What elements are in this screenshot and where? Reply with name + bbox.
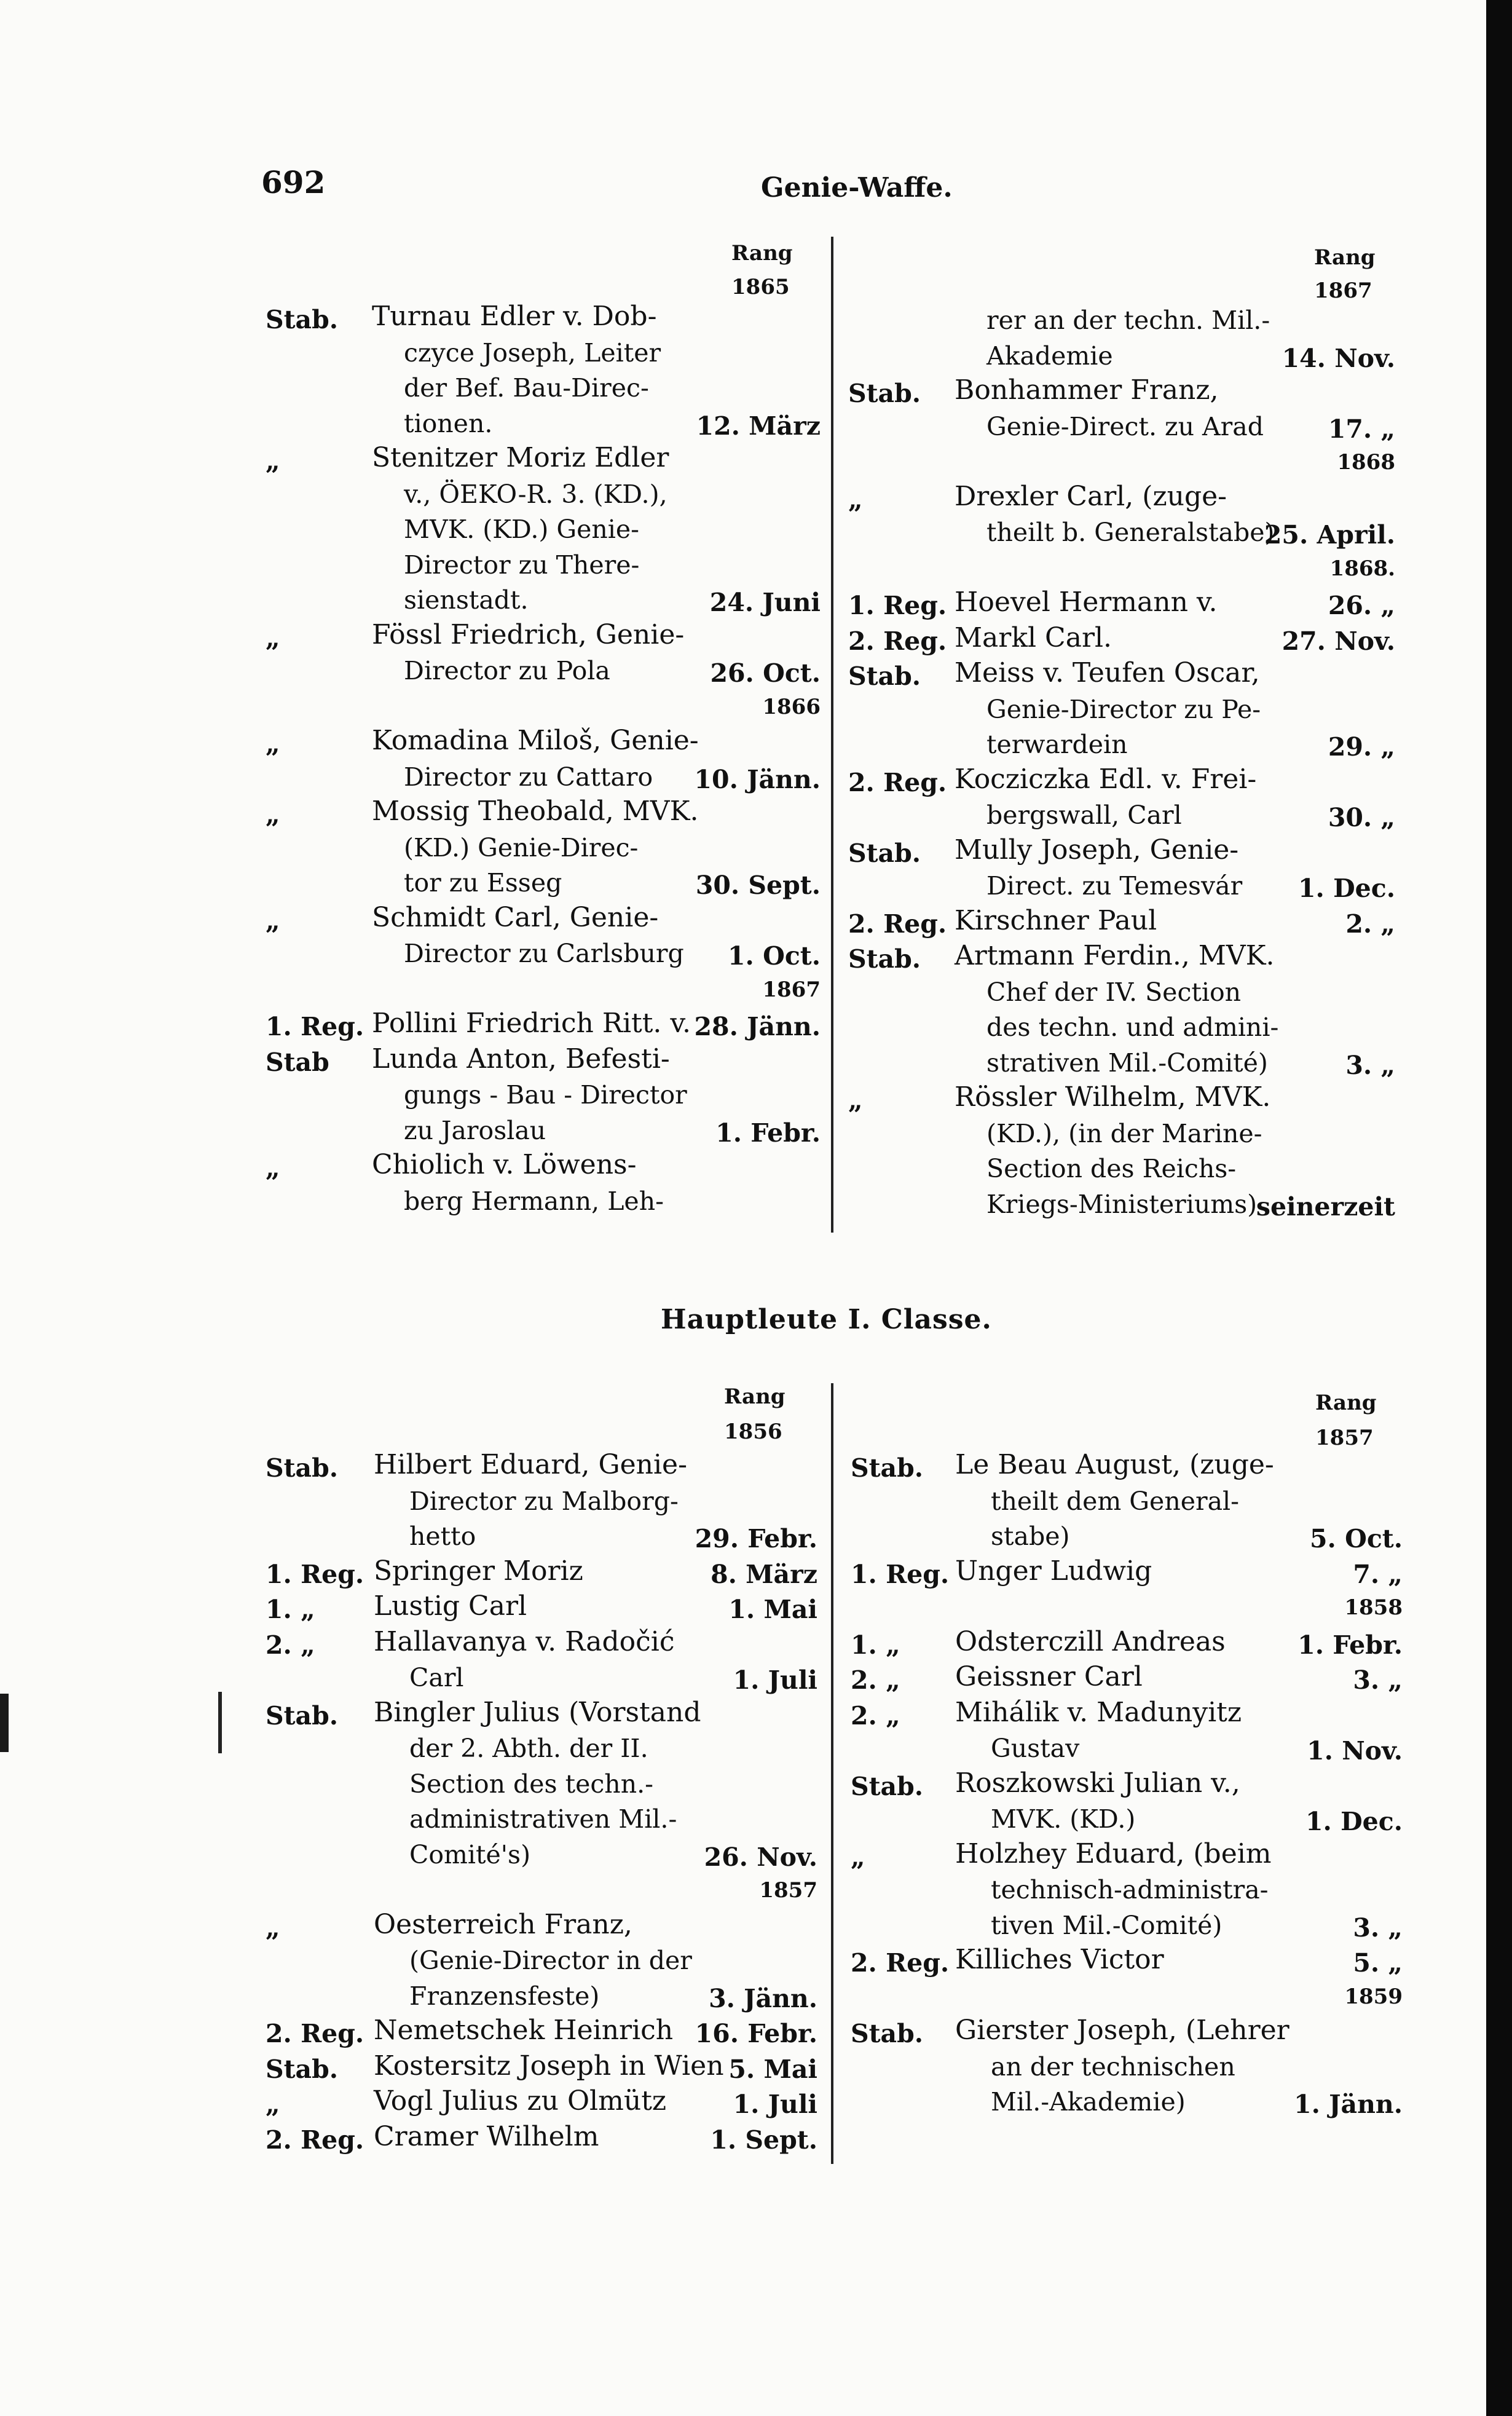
year-head-s2-right: 1857 (1315, 1426, 1374, 1450)
entry-rank-date: 12. März (696, 411, 821, 441)
entry-status: 1. Reg. (266, 1559, 364, 1589)
entry-rank-date: 1857 (759, 1878, 817, 1903)
entry-rank-date: 3. „ (1353, 1665, 1403, 1695)
entry-rank-date: 1858 (1344, 1595, 1403, 1620)
entry-status: „ (848, 484, 863, 515)
entry-name: Artmann Ferdin., MVK. (955, 940, 1275, 971)
entry-rank-date: 1. Nov. (1307, 1736, 1403, 1766)
entry-continuation: Kriegs-Ministeriums) (986, 1189, 1258, 1219)
column-divider-s1 (831, 237, 833, 1233)
entry-name: Killiches Victor (955, 1944, 1164, 1975)
entry-rank-date: 8. März (711, 1559, 817, 1589)
entry-rank-date: 24. Juni (709, 588, 821, 617)
entry-rank-date: 30. Sept. (695, 870, 821, 900)
entry-status: Stab. (266, 1453, 339, 1483)
entry-name: Mully Joseph, Genie- (955, 834, 1239, 866)
entry-continuation: (KD.) Genie-Direc- (404, 832, 639, 863)
entry-continuation: stabe) (991, 1522, 1070, 1551)
entry-rank-date: 1866 (762, 694, 821, 719)
entry-continuation: Section des Reichs- (986, 1154, 1237, 1183)
entry-continuation: Director zu Cattaro (404, 762, 653, 792)
entry-status: „ (266, 2090, 280, 2119)
entry-rank-date: 1868. (1329, 556, 1395, 581)
entry-status: „ (266, 906, 280, 936)
entry-status: „ (266, 446, 280, 476)
entry-status: 2. Reg. (266, 2019, 364, 2048)
entry-rank-date: 1. Juli (733, 2090, 817, 2119)
entry-status: Stab. (848, 661, 921, 691)
entry-rank-date: 1. Jänn. (1294, 2090, 1403, 2119)
entry-status: Stab. (266, 1700, 339, 1731)
entry-rank-date: 17. „ (1328, 414, 1395, 444)
entry-continuation: der Bef. Bau-Direc- (404, 373, 649, 403)
entry-rank-date: 1. Mai (728, 1595, 817, 1624)
entry-name: Chiolich v. Löwens- (372, 1149, 637, 1180)
entry-rank-date: 1. Juli (733, 1665, 817, 1695)
entry-rank-date: 16. Febr. (695, 2019, 817, 2048)
entry-continuation: Comité's) (409, 1839, 531, 1869)
entry-name: Lustig Carl (374, 1590, 527, 1622)
entry-continuation: Mil.-Akademie) (991, 2087, 1186, 2117)
entry-status: 1. Reg. (266, 1012, 364, 1041)
entry-continuation: technisch-administra- (991, 1875, 1269, 1905)
entry-continuation: Director zu Carlsburg (404, 939, 684, 968)
entry-status: 1. „ (266, 1595, 315, 1624)
entry-status: 2. Reg. (851, 1948, 950, 1978)
entry-name: Vogl Julius zu Olmütz (374, 2085, 667, 2117)
entry-rank-date: 29. Febr. (695, 1524, 817, 1553)
entry-name: Gierster Joseph, (Lehrer (955, 2015, 1290, 2046)
entry-rank-date: 26. Oct. (710, 658, 821, 688)
entry-rank-date: 1. Sept. (710, 2125, 817, 2155)
entry-continuation: v., ÖEKO-R. 3. (KD.), (404, 479, 667, 509)
entry-rank-date: 26. „ (1328, 591, 1395, 620)
entry-status: 2. „ (266, 1630, 315, 1660)
entry-name: Kostersitz Joseph in Wien (374, 2050, 724, 2082)
entry-name: Hoevel Hermann v. (955, 586, 1218, 618)
entry-continuation: Director zu Malborg- (409, 1486, 679, 1516)
entry-status: „ (266, 1153, 280, 1183)
entry-status: Stab (266, 1047, 329, 1077)
entry-rank-date: 1. Dec. (1298, 874, 1395, 903)
entry-status: 2. „ (851, 1700, 900, 1731)
entry-name: Kirschner Paul (955, 904, 1157, 936)
entry-rank-date: 30. „ (1328, 803, 1395, 832)
entry-status: „ (266, 800, 280, 829)
entry-status: Stab. (848, 944, 921, 974)
entry-status: „ (851, 1842, 865, 1872)
entry-continuation: MVK. (KD.) (991, 1804, 1136, 1834)
entry-continuation: zu Jaroslau (404, 1115, 546, 1145)
entry-continuation: theilt dem General- (991, 1486, 1239, 1516)
entry-rank-date: 1. Febr. (715, 1118, 821, 1148)
entry-rank-date: 28. Jänn. (694, 1012, 821, 1041)
page-number: 692 (261, 164, 326, 200)
entry-name: Stenitzer Moriz Edler (372, 442, 669, 473)
entry-continuation: Franzensfeste) (409, 1981, 600, 2011)
entry-continuation: Director zu There- (404, 550, 640, 580)
entry-name: Schmidt Carl, Genie- (372, 901, 659, 933)
entry-continuation: bergswall, Carl (986, 800, 1182, 830)
entry-rank-date: 1. Febr. (1297, 1630, 1403, 1660)
entry-name: Hallavanya v. Radočić (374, 1625, 675, 1657)
entry-name: Drexler Carl, (zuge- (955, 480, 1227, 512)
rang-label-s2-right: Rang (1315, 1391, 1377, 1415)
entry-continuation: gungs - Bau - Director (404, 1080, 687, 1110)
entry-status: Stab. (848, 379, 921, 408)
entry-continuation: Director zu Pola (404, 656, 610, 685)
entry-name: Hilbert Eduard, Genie- (374, 1449, 687, 1480)
entry-name: Markl Carl. (955, 622, 1112, 653)
entry-rank-date: 29. „ (1328, 732, 1395, 762)
entry-name: Roszkowski Julian v., (955, 1767, 1240, 1799)
year-head-s2-left: 1856 (724, 1419, 782, 1444)
entry-continuation: theilt b. Generalstabe) (986, 518, 1275, 547)
entry-continuation: an der technischen (991, 2051, 1235, 2082)
entry-continuation: der 2. Abth. der II. (409, 1734, 648, 1763)
entry-name: Bonhammer Franz, (955, 374, 1219, 406)
entry-rank-date: 1. Dec. (1305, 1807, 1403, 1836)
entry-rank-date: 5. Mai (728, 2054, 817, 2084)
entry-continuation: (KD.), (in der Marine- (986, 1118, 1262, 1148)
rang-label-s1-right: Rang (1314, 245, 1376, 270)
entry-rank-date: 1. Oct. (728, 941, 821, 971)
entry-name: Springer Moriz (374, 1555, 583, 1587)
entry-status: 1. Reg. (851, 1559, 950, 1589)
entry-status: 2. Reg. (848, 909, 947, 939)
entry-status: Stab. (848, 838, 921, 868)
entry-rank-date: 3. „ (1353, 1913, 1403, 1943)
entry-continuation: Genie-Director zu Pe- (986, 694, 1261, 724)
entry-continuation: Gustav (991, 1734, 1080, 1763)
entry-status: Stab. (266, 305, 339, 334)
entry-rank-date: 27. Nov. (1282, 626, 1395, 656)
entry-name: Nemetschek Heinrich (374, 2015, 674, 2046)
entry-rank-date: 14. Nov. (1282, 343, 1395, 373)
entry-name: Unger Ludwig (955, 1555, 1152, 1587)
entry-status: Stab. (851, 1453, 924, 1483)
entry-continuation: strativen Mil.-Comité) (986, 1048, 1268, 1078)
entry-continuation: (Genie-Director in der (409, 1946, 692, 1975)
entry-continuation: des techn. und admini- (986, 1013, 1279, 1042)
column-divider-s2 (831, 1383, 833, 2164)
entry-name: Le Beau August, (zuge- (955, 1449, 1274, 1480)
page-title: Genie-Waffe. (761, 172, 953, 203)
rang-label-s1-left: Rang (731, 241, 793, 266)
rang-label-s2-left: Rang (724, 1384, 786, 1409)
entry-status: „ (266, 1913, 280, 1943)
entry-continuation: tiven Mil.-Comité) (991, 1910, 1223, 1940)
entry-name: Mossig Theobald, MVK. (372, 795, 699, 827)
entry-rank-date: 1859 (1344, 1984, 1403, 2009)
entry-rank-date: 25. April. (1264, 520, 1395, 550)
entry-continuation: Carl (409, 1663, 464, 1692)
entry-rank-date: 26. Nov. (704, 1842, 817, 1872)
scan-margin-line (218, 1692, 222, 1753)
entry-name: Oesterreich Franz, (374, 1908, 632, 1940)
entry-status: „ (848, 1086, 863, 1115)
entry-continuation: berg Hermann, Leh- (404, 1186, 664, 1216)
entry-status: 2. Reg. (266, 2125, 364, 2155)
entry-name: Pollini Friedrich Ritt. v. (372, 1008, 691, 1039)
section-title: Hauptleute I. Classe. (661, 1304, 992, 1335)
entry-name: Rössler Wilhelm, MVK. (955, 1081, 1271, 1113)
entry-name: Lunda Anton, Befesti- (372, 1043, 670, 1075)
entry-rank-date: 10. Jänn. (694, 764, 821, 794)
entry-name: Turnau Edler v. Dob- (372, 301, 657, 332)
scan-edge-left-mark (0, 1694, 9, 1752)
entry-rank-date: 3. Jänn. (709, 1983, 817, 2013)
entry-continuation: terwardein (986, 730, 1128, 759)
entry-status: 1. „ (851, 1630, 900, 1660)
entry-rank-date: 2. „ (1345, 909, 1395, 939)
entry-continuation: Direct. zu Temesvár (986, 871, 1243, 901)
entry-name: Odsterczill Andreas (955, 1625, 1226, 1657)
entry-continuation: tionen. (404, 408, 493, 438)
entry-continuation: hetto (409, 1522, 476, 1551)
entry-status: 1. Reg. (848, 591, 947, 620)
entry-rank-date: seinerzeit (1256, 1191, 1395, 1222)
year-head-s1-right: 1867 (1314, 278, 1372, 303)
entry-status: 2. Reg. (848, 767, 947, 797)
entry-name: Holzhey Eduard, (beim (955, 1838, 1272, 1869)
entry-rank-date: 3. „ (1345, 1050, 1395, 1080)
scan-edge-right (1486, 0, 1512, 2416)
entry-continuation: Section des techn.- (409, 1769, 654, 1799)
entry-rank-date: 1868 (1337, 450, 1395, 475)
entry-name: Mihálik v. Madunyitz (955, 1696, 1242, 1728)
entry-name: Bingler Julius (Vorstand (374, 1696, 701, 1728)
entry-name: Komadina Miloš, Genie- (372, 725, 699, 756)
entry-status: „ (266, 729, 280, 759)
entry-status: „ (266, 623, 280, 653)
entry-rank-date: 7. „ (1353, 1559, 1403, 1589)
entry-status: 2. „ (851, 1665, 900, 1695)
entry-name: Cramer Wilhelm (374, 2120, 599, 2152)
entry-continuation: czyce Joseph, Leiter (404, 338, 661, 368)
entry-status: 2. Reg. (848, 626, 947, 656)
entry-status: Stab. (851, 2019, 924, 2048)
entry-rank-date: 5. Oct. (1310, 1524, 1403, 1553)
entry-status: Stab. (266, 2054, 339, 2084)
entry-rank-date: 5. „ (1353, 1948, 1403, 1978)
year-head-s1-left: 1865 (731, 275, 790, 299)
entry-continuation: Chef der IV. Section (986, 977, 1242, 1007)
entry-continuation: MVK. (KD.) Genie- (404, 515, 640, 544)
entry-continuation: Genie-Direct. zu Arad (986, 411, 1264, 441)
entry-name: Fössl Friedrich, Genie- (372, 618, 685, 650)
entry-continuation: sienstadt. (404, 585, 529, 615)
entry-continuation: administrativen Mil.- (409, 1804, 677, 1834)
entry-name: Geissner Carl (955, 1661, 1143, 1692)
entry-continuation: tor zu Esseg (404, 868, 562, 898)
entry-name: Meiss v. Teufen Oscar, (955, 657, 1260, 689)
entry-continuation: rer an der techn. Mil.- (986, 306, 1270, 335)
entry-status: Stab. (851, 1771, 924, 1801)
entry-rank-date: 1867 (762, 977, 821, 1002)
entry-name: Kocziczka Edl. v. Frei- (955, 763, 1257, 795)
entry-continuation: Akademie (986, 341, 1113, 371)
